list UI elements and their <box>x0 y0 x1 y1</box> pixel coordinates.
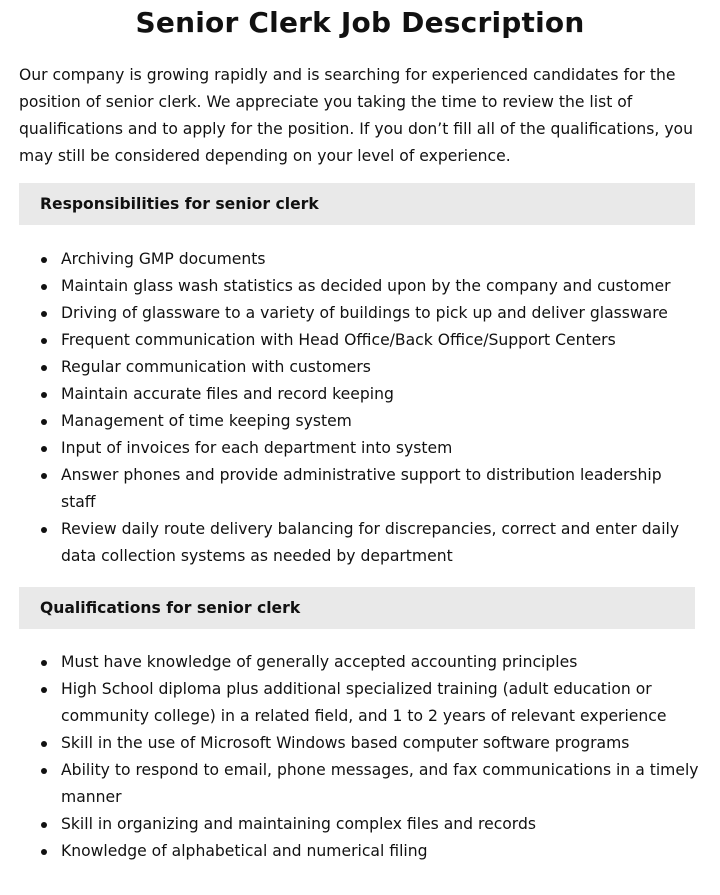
bullet-icon <box>41 392 47 398</box>
list-item-text: Maintain glass wash statistics as decided upon by the company and customer <box>61 277 671 295</box>
list-item-text: Input of invoices for each department into system <box>61 439 453 457</box>
list-item <box>40 462 700 516</box>
list-item-text: Management of time keeping system <box>61 412 352 430</box>
list-item-text: Skill in organizing and maintaining complex files and records <box>61 815 536 833</box>
list-item-text: Must have knowledge of generally accepted accounting principles <box>61 653 578 671</box>
bullet-icon <box>41 527 47 533</box>
list-item-text: Maintain accurate files and record keeping <box>61 385 394 403</box>
list-item <box>40 757 700 811</box>
list-item <box>40 676 700 730</box>
list-item-text: Answer phones and provide administrative support to distribution leadership staff <box>61 466 662 511</box>
bullet-icon <box>41 257 47 263</box>
list-item-text: Regular communication with customers <box>61 358 371 376</box>
list-item <box>40 354 700 381</box>
list-item-text: High School diploma plus additional specialized training (adult education or community college) in a related field, and 1 to 2 years of relevant experience <box>61 680 667 725</box>
responsibilities-heading: Responsibilities for senior clerk <box>19 183 695 225</box>
page-title: Senior Clerk Job Description <box>135 6 585 39</box>
bullet-icon <box>41 284 47 290</box>
intro-paragraph: Our company is growing rapidly and is searching for experienced candidates for the position of senior clerk. We appreciate you taking the time to review the list of qualifications and to apply for the position. If you don’t fill all of the qualifications, you may still be considered depending on your level of experience. <box>19 66 693 165</box>
list-item-text: Skill in the use of Microsoft Windows based computer software programs <box>61 734 630 752</box>
bullet-icon <box>41 338 47 344</box>
list-item <box>40 273 700 300</box>
list-item <box>40 246 700 273</box>
list-item <box>40 327 700 354</box>
bullet-icon <box>41 365 47 371</box>
list-item-text: Knowledge of alphabetical and numerical filing <box>61 842 428 860</box>
list-item <box>40 300 700 327</box>
bullet-icon <box>41 849 47 855</box>
list-item-text: Archiving GMP documents <box>61 250 266 268</box>
bullet-icon <box>41 311 47 317</box>
list-item <box>40 838 700 865</box>
bullet-icon <box>41 660 47 666</box>
bullet-icon <box>41 822 47 828</box>
list-item <box>40 649 700 676</box>
bullet-icon <box>41 687 47 693</box>
list-item-text: Frequent communication with Head Office/Back Office/Support Centers <box>61 331 616 349</box>
bullet-icon <box>41 419 47 425</box>
list-item-text: Ability to respond to email, phone messages, and fax communications in a timely manner <box>61 761 699 806</box>
bullet-icon <box>41 768 47 774</box>
list-item <box>40 730 700 757</box>
list-item <box>40 408 700 435</box>
responsibilities-list <box>40 246 700 570</box>
list-item <box>40 381 700 408</box>
list-item <box>40 516 700 570</box>
qualifications-heading: Qualifications for senior clerk <box>19 587 695 629</box>
list-item <box>40 811 700 838</box>
list-item <box>40 435 700 462</box>
list-item-text: Driving of glassware to a variety of buildings to pick up and deliver glassware <box>61 304 668 322</box>
bullet-icon <box>41 446 47 452</box>
qualifications-list <box>40 649 700 865</box>
bullet-icon <box>41 741 47 747</box>
list-item-text: Review daily route delivery balancing for discrepancies, correct and enter daily data collection systems as needed by department <box>61 520 680 565</box>
bullet-icon <box>41 473 47 479</box>
